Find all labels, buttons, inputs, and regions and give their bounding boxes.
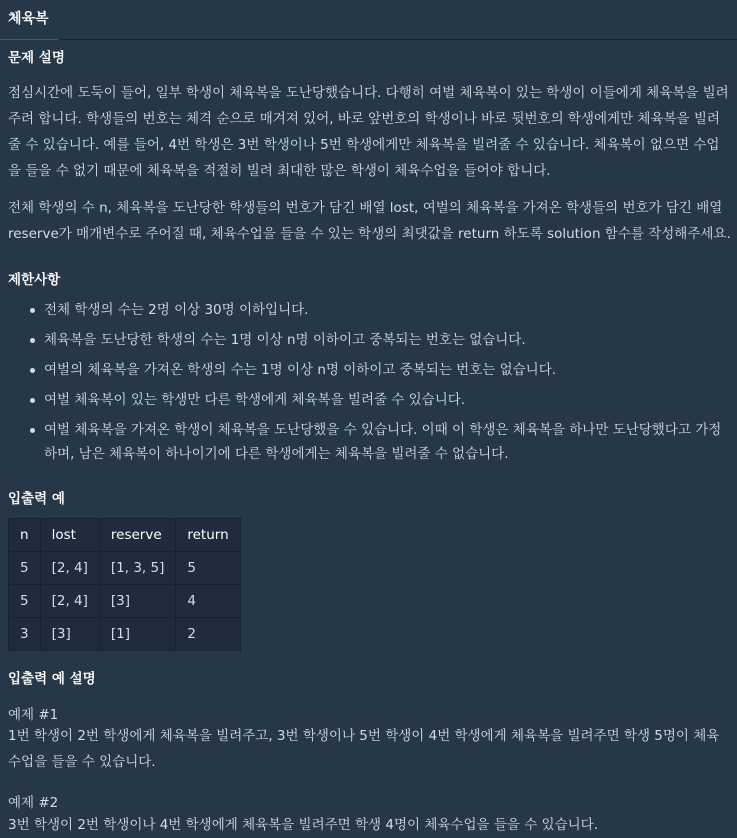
limit-text: 여벌 체육복을 가져온 학생이 체육복을 도난당했을 수 있습니다. 이때 이 학생은 체육복을 하나만 도난당했다고 가정 (44, 422, 722, 438)
tab-bar (0, 0, 737, 40)
table-cell: 3 (9, 618, 41, 651)
description-line: 점심시간에 도둑이 들어, 일부 학생이 체육복을 도난당했습니다. 다행히 여벌 체육복이 있는 학생이 이들에게 체육복을 빌려 (8, 85, 729, 101)
example-line: 수업을 들을 수 있습니다. (8, 754, 156, 770)
limit-text: 체육복을 도난당한 학생의 수는 1명 이상 n명 이하이고 중복되는 번호는 없습니다. (44, 332, 526, 348)
column-header: reserve (99, 519, 175, 552)
limit-text: 하며, 남은 체육복이 하나이기에 다른 학생에게는 체육복을 빌려줄 수 없습니다. (44, 446, 509, 462)
example-line: 1번 학생이 2번 학생에게 체육복을 빌려주고, 3번 학생이나 5번 학생이 4번 학생에게 체육복을 빌려주면 학생 5명이 체육 (8, 728, 720, 744)
limit-text: 여벌 체육복이 있는 학생만 다른 학생에게 체육복을 빌려줄 수 있습니다. (44, 392, 466, 408)
example-2-title: 예제 #2 (8, 795, 59, 811)
problem-description (8, 80, 729, 184)
table-row (9, 618, 241, 651)
table-cell: [3] (99, 585, 175, 618)
table-cell: 5 (9, 585, 41, 618)
problem-task (8, 195, 729, 247)
table-cell: [3] (40, 618, 99, 651)
limit-item (8, 328, 729, 352)
limit-item (8, 358, 729, 382)
task-line: reserve가 매개변수로 주어질 때, 체육수업을 들을 수 있는 학생의 최댓값을 return 하도록 solution 함수를 작성해주세요. (8, 226, 731, 242)
table-cell: 5 (176, 552, 240, 585)
table-cell: 5 (9, 552, 41, 585)
description-line: 주려 합니다. 학생들의 번호는 체격 순으로 매겨져 있어, 바로 앞번호의 학생이나 바로 뒷번호의 학생에게만 체육복을 빌려 (8, 111, 720, 127)
limit-item (8, 298, 729, 322)
limit-item (8, 418, 729, 466)
limit-text: 전체 학생의 수는 2명 이상 30명 이하입니다. (44, 302, 309, 318)
limit-text: 여벌의 체육복을 가져온 학생의 수는 1명 이상 n명 이하이고 중복되는 번호는 없습니다. (44, 362, 557, 378)
table-cell: [2, 4] (40, 585, 99, 618)
problem-heading: 문제 설명 (8, 50, 65, 66)
table-row (9, 552, 241, 585)
io-heading: 입출력 예 (8, 491, 65, 507)
example-1-body (8, 723, 729, 775)
table-cell: 2 (176, 618, 240, 651)
table-cell: 4 (176, 585, 240, 618)
description-line: 줄 수 있습니다. 예를 들어, 4번 학생은 3번 학생이나 5번 학생에게만 체육복을 빌려줄 수 있습니다. 체육복이 없으면 수업 (8, 137, 720, 153)
table-header-row (9, 519, 241, 552)
table-cell: [2, 4] (40, 552, 99, 585)
description-line: 을 들을 수 없기 때문에 체육복을 적절히 빌려 최대한 많은 학생이 체육수업을 들어야 합니다. (8, 163, 551, 179)
example-2-body (8, 812, 729, 838)
table-cell: [1, 3, 5] (99, 552, 175, 585)
io-table (8, 518, 241, 651)
io-explain-heading: 입출력 예 설명 (8, 671, 96, 687)
limit-item (8, 388, 729, 412)
column-header: lost (40, 519, 99, 552)
column-header: return (176, 519, 240, 552)
example-line: 3번 학생이 2번 학생이나 4번 학생에게 체육복을 빌려주면 학생 4명이 체육수업을 들을 수 있습니다. (8, 817, 598, 833)
limits-list (8, 298, 729, 472)
table-row (9, 585, 241, 618)
example-1-title: 예제 #1 (8, 707, 59, 723)
table-cell: [1] (99, 618, 175, 651)
task-line: 전체 학생의 수 n, 체육복을 도난당한 학생들의 번호가 담긴 배열 lost, 여벌의 체육복을 가져온 학생들의 번호가 담긴 배열 (8, 200, 723, 216)
column-header: n (9, 519, 41, 552)
tab-problem[interactable]: 체육복 (0, 0, 59, 40)
limits-heading: 제한사항 (8, 272, 61, 288)
